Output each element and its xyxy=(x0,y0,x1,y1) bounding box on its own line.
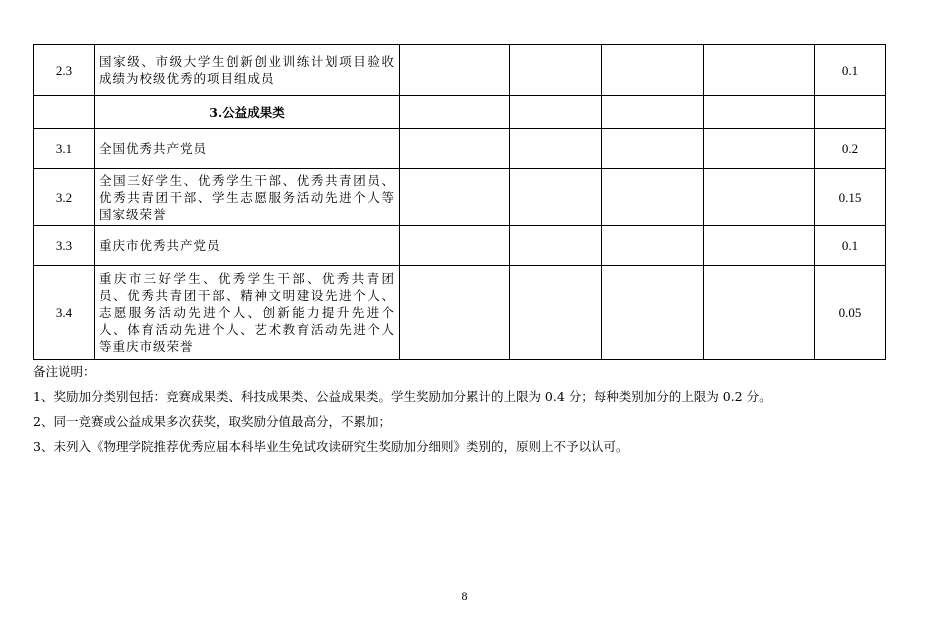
item-number: 2.3 xyxy=(34,45,95,96)
category-heading: 3.公益成果类 xyxy=(95,96,400,129)
table-row xyxy=(34,169,886,226)
item-number: 3.2 xyxy=(34,169,95,226)
blank-cell xyxy=(400,96,510,129)
blank-cell xyxy=(602,96,704,129)
item-description: 全国优秀共产党员 xyxy=(95,129,400,169)
blank-cell xyxy=(510,169,602,226)
blank-cell xyxy=(704,45,815,96)
blank-cell xyxy=(510,129,602,169)
item-description: 重庆市优秀共产党员 xyxy=(95,226,400,266)
blank-cell xyxy=(400,266,510,360)
blank-cell xyxy=(400,226,510,266)
note-item: 3、未列入《物理学院推荐优秀应届本科毕业生免试攻读研究生奖励加分细则》类别的，原则上不予以认可。 xyxy=(33,439,629,454)
item-number: 3.4 xyxy=(34,266,95,360)
blank-cell xyxy=(510,226,602,266)
notes-title: 备注说明： xyxy=(33,364,96,379)
blank-cell xyxy=(400,129,510,169)
blank-cell xyxy=(510,45,602,96)
blank-cell xyxy=(510,266,602,360)
blank-cell xyxy=(34,96,95,129)
item-description: 重庆市三好学生、优秀学生干部、优秀共青团员、优秀共青团干部、精神文明建设先进个人、志愿服务活动先进个人、创新能力提升先进个人、体育活动先进个人、艺术教育活动先进个人等重庆市级荣誉 xyxy=(95,266,400,360)
blank-cell xyxy=(602,226,704,266)
item-score: 0.05 xyxy=(815,266,886,360)
item-score: 0.15 xyxy=(815,169,886,226)
table-row xyxy=(34,226,886,266)
blank-cell xyxy=(704,169,815,226)
note-item: 1、奖励加分类别包括：竞赛成果类、科技成果类、公益成果类。学生奖励加分累计的上限为 0.4 分；每种类别加分的上限为 0.2 分。 xyxy=(33,389,772,404)
item-score: 0.1 xyxy=(815,226,886,266)
blank-cell xyxy=(400,45,510,96)
item-score: 0.2 xyxy=(815,129,886,169)
blank-cell xyxy=(602,266,704,360)
blank-cell xyxy=(602,169,704,226)
note-item: 2、同一竞赛或公益成果多次获奖，取奖励分值最高分，不累加； xyxy=(33,414,391,429)
table-row xyxy=(34,129,886,169)
blank-cell xyxy=(704,129,815,169)
table-row xyxy=(34,266,886,360)
item-description: 国家级、市级大学生创新创业训练计划项目验收成绩为校级优秀的项目组成员 xyxy=(95,45,400,96)
award-score-table xyxy=(33,44,886,360)
item-score: 0.1 xyxy=(815,45,886,96)
item-description: 全国三好学生、优秀学生干部、优秀共青团员、优秀共青团干部、学生志愿服务活动先进个人等国家级荣誉 xyxy=(95,169,400,226)
blank-cell xyxy=(704,266,815,360)
blank-cell xyxy=(400,169,510,226)
blank-cell xyxy=(602,129,704,169)
item-number: 3.3 xyxy=(34,226,95,266)
blank-cell xyxy=(602,45,704,96)
blank-cell xyxy=(510,96,602,129)
item-number: 3.1 xyxy=(34,129,95,169)
blank-cell xyxy=(815,96,886,129)
blank-cell xyxy=(704,96,815,129)
blank-cell xyxy=(704,226,815,266)
page-number: 8 xyxy=(461,589,468,603)
category-row xyxy=(34,96,886,129)
table-row xyxy=(34,45,886,96)
